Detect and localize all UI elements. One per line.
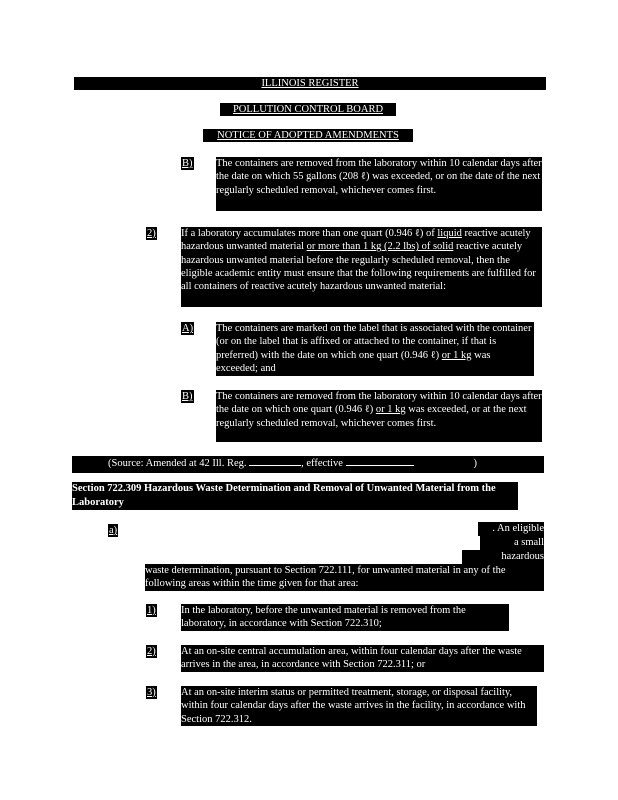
item-3-interim-facility: At an on-site interim status or permitted treatment, storage, or disposal facility, within four calendar days after the waste arrives in the facility, in accordance with Section 722.312. bbox=[181, 686, 537, 726]
item-label-B-second: B) bbox=[182, 391, 193, 402]
register-header: ILLINOIS REGISTER bbox=[74, 77, 546, 90]
item-2-text-c: reactive acutely hazardous unwanted material before the regularly scheduled removal, then the eligible academic entity must ensure that the following requirements are fulfilled for all containers of reactive acutely hazardous unwanted material: bbox=[181, 241, 536, 293]
item-B-removal-55-gallons: The containers are removed from the laboratory within 10 calendar days after the date on which 55 gallons (208 ℓ) was exceeded, or on the date of the next regularly scheduled removal, whichever comes first. bbox=[216, 157, 542, 211]
board-header: POLLUTION CONTROL BOARD bbox=[220, 103, 396, 116]
item-label-3: 3) bbox=[147, 687, 156, 698]
item-B2-underline: or 1 kg bbox=[375, 404, 406, 416]
item-label-a: a) bbox=[109, 525, 118, 536]
item-A-underline: or 1 kg bbox=[441, 349, 472, 361]
section-title: Section 722.309 Hazardous Waste Determination and Removal of Unwanted Material from the Laboratory bbox=[72, 482, 518, 510]
source-blank-register bbox=[249, 465, 301, 466]
source-note bbox=[72, 456, 544, 473]
item-2-reactive-accumulation bbox=[181, 227, 542, 307]
item-label-1: 1) bbox=[147, 605, 156, 616]
notice-header: NOTICE OF ADOPTED AMENDMENTS bbox=[203, 129, 413, 142]
item-label-2: 2) bbox=[147, 228, 156, 239]
item-a-line3-fragment: hazardous bbox=[462, 550, 544, 564]
item-label-2-second: 2) bbox=[147, 646, 156, 657]
item-A-text-b: was exceeded; and bbox=[216, 349, 491, 374]
item-B2-text-b: was exceeded, or at the next regularly scheduled removal, whichever comes first. bbox=[216, 404, 527, 429]
item-label-B: B) bbox=[182, 158, 193, 169]
item-2-central-accumulation: At an on-site central accumulation area, within four calendar days after the waste arrives in the area, in accordance with Section 722.311; or bbox=[181, 645, 544, 672]
item-A-container-marking bbox=[216, 322, 534, 376]
item-2-text-b: reactive acutely hazardous unwanted material bbox=[181, 228, 531, 253]
item-B-removal-one-quart bbox=[216, 390, 542, 442]
source-text-a: (Source: Amended at 42 Ill. Reg. bbox=[108, 458, 250, 469]
item-label-A: A) bbox=[182, 323, 194, 334]
item-1-laboratory: In the laboratory, before the unwanted material is removed from the laboratory, in accordance with Section 722.310; bbox=[181, 604, 509, 631]
item-2-underline-liquid: liquid bbox=[437, 228, 462, 239]
item-a-determination-text: waste determination, pursuant to Section 722.111, for unwanted material in any of the following areas within the time given for that area: bbox=[145, 564, 544, 591]
item-B2-text-a: The containers are removed from the laboratory within 10 calendar days after the date on which one quart (0.946 ℓ) bbox=[216, 391, 542, 416]
source-text-c: ) bbox=[473, 458, 478, 469]
item-A-text-a: The containers are marked on the label that is associated with the container (or on the label that is affixed or attached to the container, if that is preferred) with the date on which one quart (0.946 ℓ) bbox=[216, 323, 532, 361]
item-2-text-a: If a laboratory accumulates more than one quart (0.946 ℓ) of bbox=[181, 228, 438, 239]
source-text-b: , effective bbox=[301, 458, 346, 469]
item-a-line1-fragment: . An eligible bbox=[478, 522, 544, 536]
source-blank-effective bbox=[346, 465, 414, 466]
item-2-underline-solid: or more than 1 kg (2.2 lbs) of solid bbox=[306, 241, 454, 253]
item-a-line2-fragment: a small bbox=[480, 536, 544, 550]
